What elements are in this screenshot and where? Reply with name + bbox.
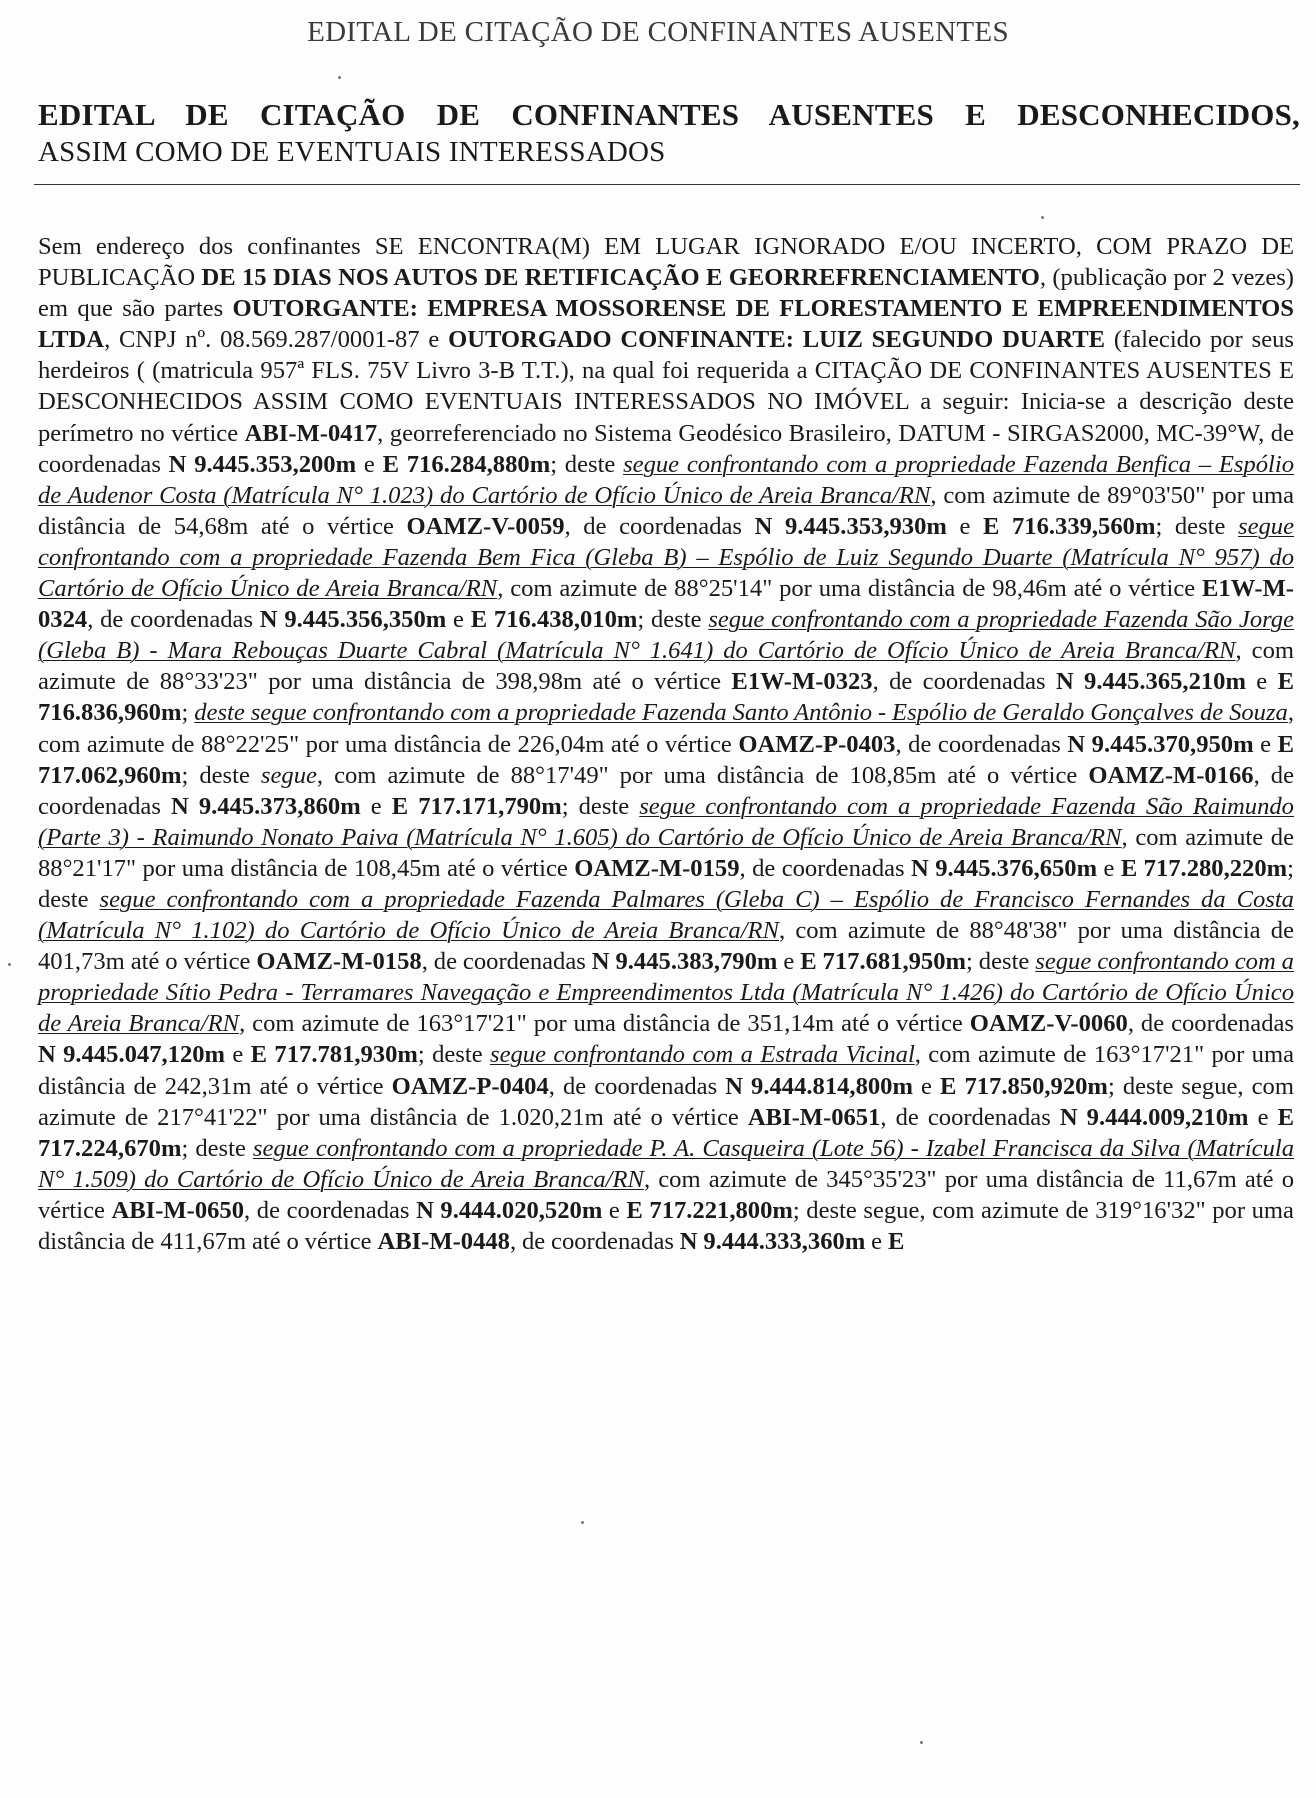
- bold-text-run: N 9.444.814,800m: [725, 1072, 913, 1100]
- body-text-run: , de coordenadas: [244, 1196, 417, 1224]
- bold-text-run: E 716.284,880m: [382, 450, 551, 478]
- bold-text-run: N 9.445.353,200m: [168, 450, 357, 478]
- body-text-run: , de coordenadas: [509, 1228, 680, 1255]
- bold-text-run: ABI-M-0650: [111, 1196, 245, 1224]
- body-text-run: e: [1248, 1103, 1278, 1131]
- bold-text-run: E 716.339,560m: [982, 512, 1156, 540]
- body-text-run: (falecido por seus herdeiros ( (matricula 957ª FLS. 75V Livro 3-B T.T.), na qual foi requerida a CITAÇÃO DE CONFINANTES AUSENTES E DESCONHECIDOS ASSIM COMO EVENTUAIS INTERESSADOS NO IMÓVEL a seguir: Inicia-se a descrição deste perímetro no vértice: [38, 326, 1294, 447]
- boundary-description: segue confrontando com a propriedade P. A. Casqueira (Lote 56) - Izabel Francisca da Silva (Matrícula N° 1.509) do Cartório de Ofício Único de Areia Branca/RN: [38, 1134, 1295, 1193]
- boundary-description: segue confrontando com a propriedade Fazenda São Raimundo (Parte 3) - Raimundo Nonato Paiva (Matrícula N° 1.605) do Cartório de Ofício Único de Areia Branca/RN: [38, 792, 1294, 851]
- boundary-description: segue confrontando com a propriedade Fazenda São Jorge (Gleba B) - Mara Rebouças Duarte Cabral (Matrícula N° 1.641) do Cartório de Ofício Único de Areia Branca/RN: [38, 606, 1294, 665]
- body-text-run: ; deste segue, com azimute de 217°41'22" por uma distância de 1.020,21m até o vértice: [38, 1072, 1294, 1131]
- bold-text-run: N 9.445.376,650m: [911, 854, 1098, 882]
- bold-text-run: E1W-M-0323: [731, 668, 873, 696]
- body-text-run: e: [225, 1041, 251, 1069]
- boundary-description: segue confrontando com a Estrada Vicinal: [490, 1041, 915, 1069]
- bold-text-run: OUTORGANTE: EMPRESA MOSSORENSE DE FLORESTAMENTO E EMPREENDIMENTOS LTDA: [38, 295, 1294, 354]
- body-text-run: , com azimute de 88°33'23" por uma distância de 398,98m até o vértice: [38, 637, 1294, 696]
- bold-text-run: N 9.445.373,860m: [170, 792, 361, 820]
- bold-text-run: DE 15 DIAS NOS AUTOS DE RETIFICAÇÃO E GEORREFRENCIAMENTO: [201, 264, 1040, 292]
- bold-text-run: N 9.444.333,360m: [679, 1228, 866, 1255]
- body-text-run: ; deste: [417, 1041, 490, 1069]
- page-heading: EDITAL DE CITAÇÃO DE CONFINANTES AUSENTES: [307, 16, 1009, 48]
- bold-text-run: E: [887, 1228, 905, 1255]
- title-divider: [34, 184, 1300, 185]
- body-text-run: , de coordenadas: [421, 948, 592, 976]
- body-text-run: e: [777, 948, 801, 976]
- document-subtitle: ASSIM COMO DE EVENTUAIS INTERESSADOS: [38, 136, 666, 168]
- body-text-run: , com azimute de 88°22'25" por uma distância de 226,04m até o vértice: [38, 699, 1295, 758]
- bold-text-run: E1W-M-0324: [38, 575, 1294, 634]
- bold-text-run: ABI-M-0651: [747, 1103, 881, 1131]
- scan-speck: [920, 1741, 923, 1744]
- body-text-run: ; deste: [38, 854, 1294, 913]
- boundary-description: segue confrontando com a propriedade Fazenda Benfica – Espólio de Audenor Costa (Matrícula N° 1.023) do Cartório de Ofício Único de Areia Branca/RN: [38, 450, 1294, 509]
- italic-text-run: segue: [260, 761, 317, 789]
- body-text-run: e: [1097, 854, 1121, 882]
- bold-text-run: E 716.836,960m: [38, 668, 1294, 727]
- bold-text-run: OAMZ-V-0059: [406, 512, 565, 540]
- body-text-run: ; deste: [550, 450, 624, 478]
- body-text-run: , com azimute de 89°03'50" por uma distância de 54,68m até o vértice: [38, 481, 1294, 540]
- body-text-run: Sem endereço dos confinantes SE ENCONTRA(M) EM LUGAR IGNORADO E/OU INCERTO, COM PRAZO DE PUBLICAÇÃO: [38, 233, 1294, 292]
- bold-text-run: N 9.445.356,350m: [259, 606, 447, 634]
- body-text-run: ; deste: [1155, 512, 1239, 540]
- body-text-run: , de coordenadas: [739, 854, 912, 882]
- body-text-run: , com azimute de 88°21'17" por uma distância de 108,45m até o vértice: [38, 823, 1294, 882]
- body-text-run: e: [1253, 730, 1278, 758]
- bold-text-run: OAMZ-P-0404: [391, 1072, 549, 1100]
- body-text-run: , com azimute de 345°35'23" por uma distância de 11,67m até o vértice: [38, 1165, 1294, 1224]
- bold-text-run: ABI-M-0448: [377, 1228, 510, 1255]
- bold-text-run: E 717.224,670m: [38, 1103, 1294, 1162]
- bold-text-run: E 717.681,950m: [800, 948, 967, 976]
- bold-text-run: OAMZ-P-0403: [738, 730, 896, 758]
- bold-text-run: E 717.781,930m: [250, 1041, 418, 1069]
- bold-text-run: E 717.171,790m: [391, 792, 562, 820]
- body-text-run: e: [360, 792, 392, 820]
- bold-text-run: N 9.444.020,520m: [416, 1196, 603, 1224]
- body-text-run: ;: [181, 699, 195, 727]
- body-text-run: e: [946, 512, 983, 540]
- bold-text-run: N 9.445.353,930m: [754, 512, 947, 540]
- body-text-run: , CNPJ nº. 08.569.287/0001-87 e: [104, 326, 449, 354]
- body-text-run: , de coordenadas: [38, 761, 1295, 820]
- bold-text-run: ABI-M-0417: [244, 419, 378, 447]
- bold-text-run: N 9.444.009,210m: [1059, 1103, 1249, 1131]
- title-block: [38, 96, 1300, 170]
- bold-text-run: OAMZ-V-0060: [969, 1010, 1128, 1038]
- bold-text-run: OAMZ-M-0159: [574, 854, 740, 882]
- body-text-run: ; deste: [181, 761, 261, 789]
- bold-text-run: E 717.280,220m: [1120, 854, 1288, 882]
- boundary-description: deste segue confrontando com a propriedade Fazenda Santo Antônio - Espólio de Geraldo Gonçalves de Souza: [194, 699, 1288, 727]
- body-text-run: , georreferenciado no Sistema Geodésico Brasileiro, DATUM - SIRGAS2000, MC-39°W, de coordenadas: [38, 419, 1295, 478]
- scan-speck: [338, 76, 341, 79]
- body-text-run: e: [356, 450, 383, 478]
- body-text-run: e: [1245, 668, 1278, 696]
- boundary-description: segue confrontando com a propriedade Fazenda Bem Fica (Gleba B) – Espólio de Luiz Segundo Duarte (Matrícula N° 957) do Cartório de Ofício Único de Areia Branca/RN: [38, 512, 1295, 603]
- body-text-run: e: [446, 606, 471, 634]
- body-text-run: ; deste segue, com azimute de 319°16'32" por uma distância de 411,67m até o vértice: [38, 1196, 1294, 1255]
- bold-text-run: N 9.445.365,210m: [1055, 668, 1246, 696]
- bold-text-run: N 9.445.383,790m: [591, 948, 778, 976]
- body-text-run: e: [912, 1072, 940, 1100]
- body-text-run: , com azimute de 88°48'38" por uma distância de 401,73m até o vértice: [38, 917, 1294, 976]
- bold-text-run: N 9.445.370,950m: [1067, 730, 1254, 758]
- bold-text-run: E 717.850,920m: [940, 1072, 1108, 1100]
- body-text-run: , de coordenadas: [548, 1072, 726, 1100]
- body-text-run: , com azimute de 163°17'21" por uma distância de 242,31m até o vértice: [38, 1041, 1294, 1100]
- bold-text-run: E 716.438,010m: [470, 606, 638, 634]
- body-text-run: , com azimute de 163°17'21" por uma distância de 351,14m até o vértice: [239, 1010, 970, 1038]
- body-text-run: ; deste: [966, 948, 1036, 976]
- body-text-run: , de coordenadas: [872, 668, 1056, 696]
- body-text-run: ; deste: [561, 792, 640, 820]
- body-text-run: , com azimute de 88°17'49" por uma distância de 108,85m até o vértice: [316, 761, 1089, 789]
- body-text-run: , de coordenadas: [87, 606, 260, 634]
- bold-text-run: N 9.445.047,120m: [38, 1041, 226, 1069]
- body-text-run: ; deste: [637, 606, 709, 634]
- bold-text-run: OAMZ-M-0166: [1088, 761, 1254, 789]
- bold-text-run: OAMZ-M-0158: [256, 948, 422, 976]
- scan-speck: [1041, 216, 1044, 219]
- body-text-run: ; deste: [181, 1134, 253, 1162]
- body-text-run: e: [602, 1196, 627, 1224]
- scan-speck: [581, 1521, 584, 1524]
- boundary-description: segue confrontando com a propriedade Fazenda Palmares (Gleba C) – Espólio de Francisco Fernandes da Costa (Matrícula N° 1.102) do Cartório de Ofício Único de Areia Branca/RN: [38, 885, 1294, 945]
- body-text-run: , de coordenadas: [564, 512, 755, 540]
- body-text-run: e: [865, 1228, 888, 1255]
- body-text-run: , de coordenadas: [880, 1103, 1060, 1131]
- body-text-run: , de coordenadas: [895, 730, 1068, 758]
- bold-text-run: E 717.062,960m: [38, 730, 1294, 789]
- bold-text-run: OUTORGADO CONFINANTE: LUIZ SEGUNDO DUARTE: [448, 326, 1106, 354]
- bold-text-run: E 717.221,800m: [626, 1196, 793, 1224]
- body-text-run: , de coordenadas: [1127, 1010, 1294, 1038]
- document-title: EDITAL DE CITAÇÃO DE CONFINANTES AUSENTES E DESCONHECIDOS,: [38, 97, 1300, 132]
- edital-body-paragraph: [38, 231, 1294, 1257]
- body-text-run: , com azimute de 88°25'14" por uma distância de 98,46m até o vértice: [497, 575, 1203, 603]
- scan-speck: [8, 963, 11, 966]
- body-text-run: , (publicação por 2 vezes) em que são partes: [38, 264, 1295, 323]
- boundary-description: segue confrontando com a propriedade Sítio Pedra - Terramares Navegação e Empreendimentos Ltda (Matrícula N° 1.426) do Cartório de Ofício Único de Areia Branca/RN: [38, 948, 1294, 1038]
